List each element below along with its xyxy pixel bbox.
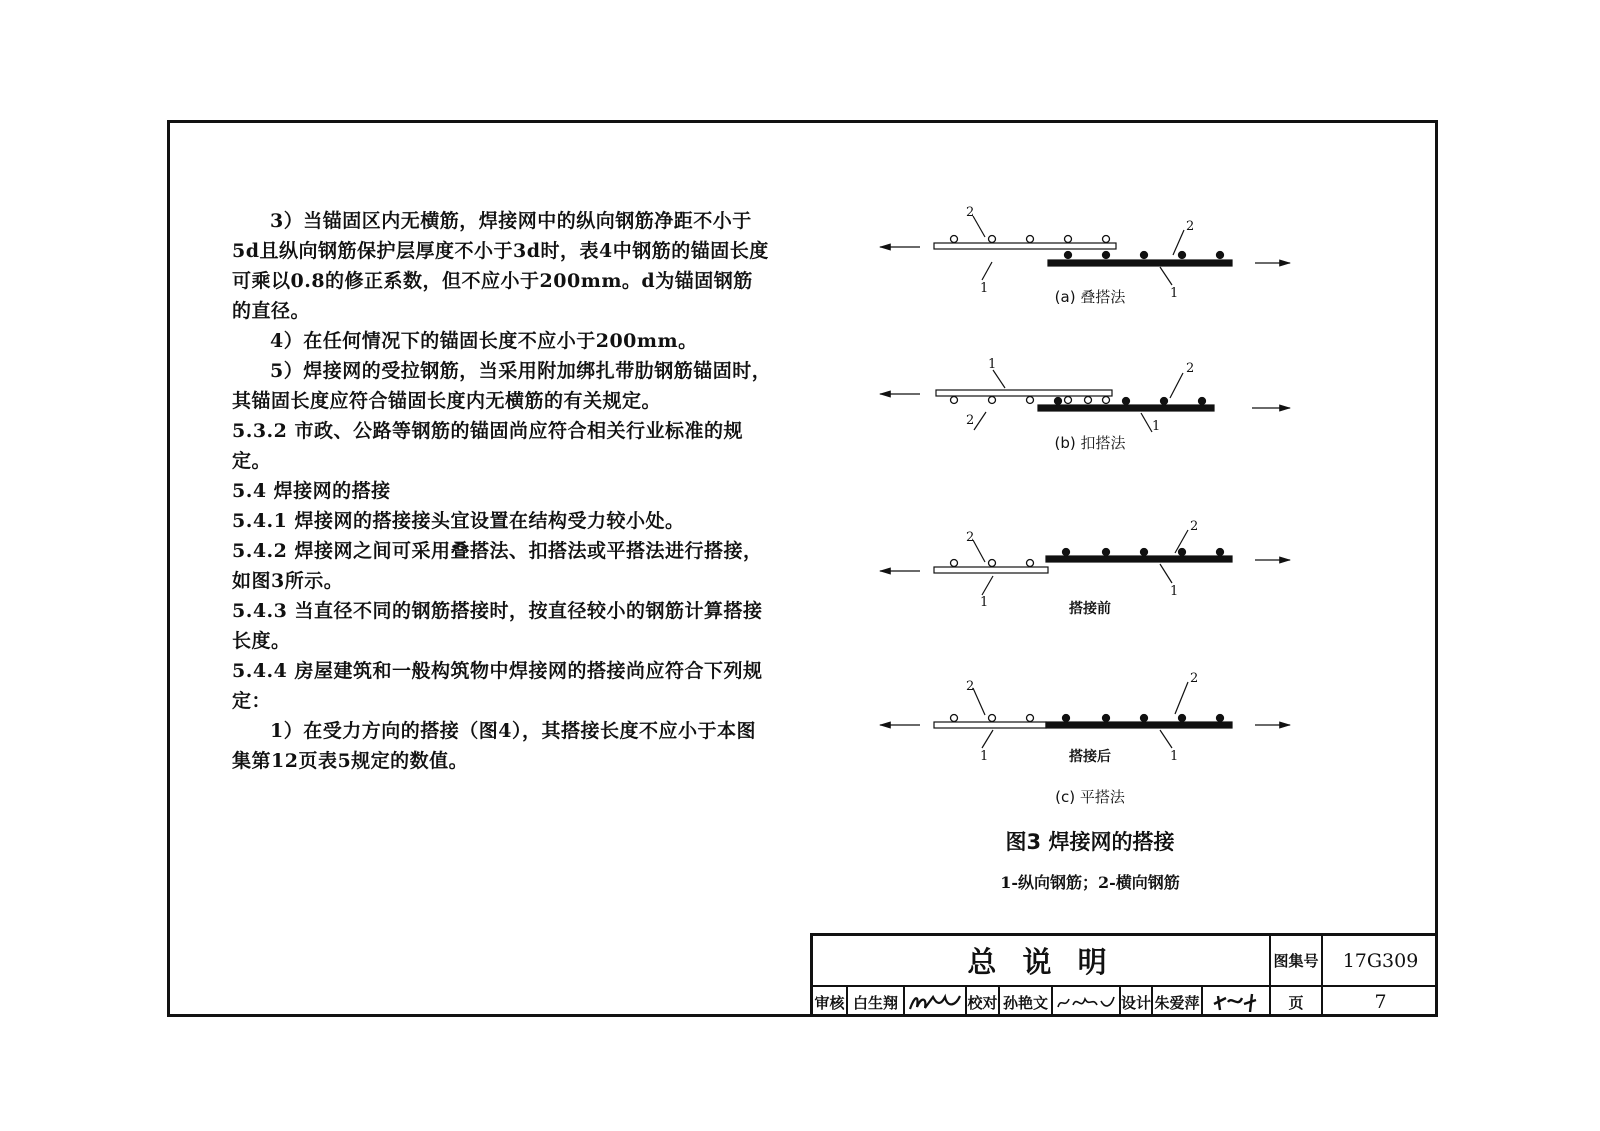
caption-b: (b) 扣搭法 xyxy=(1054,434,1126,452)
label-1: 1 xyxy=(1170,749,1179,764)
label-2: 2 xyxy=(1186,361,1195,376)
transverse-bar-mark xyxy=(1161,398,1168,405)
transverse-bar-mark xyxy=(1063,549,1070,556)
transverse-bar-mark xyxy=(1123,398,1130,405)
page-number: 7 xyxy=(1374,991,1387,1013)
caption-c: (c) 平搭法 xyxy=(1055,788,1125,806)
label-1: 1 xyxy=(980,281,989,296)
label-2: 2 xyxy=(966,413,975,428)
body-text xyxy=(232,206,772,776)
label-after: 搭接后 xyxy=(1069,749,1111,765)
label-1: 1 xyxy=(1152,419,1161,434)
transverse-bar-mark xyxy=(951,397,958,404)
transverse-bar-mark xyxy=(1141,715,1148,722)
transverse-bar-mark xyxy=(1065,236,1072,243)
label-2: 2 xyxy=(966,679,975,694)
label-1: 1 xyxy=(980,749,989,764)
check-label: 校对 xyxy=(967,993,998,1012)
checker-signature xyxy=(1053,987,1119,1017)
transverse-bar-mark xyxy=(989,715,996,722)
transverse-bar-mark xyxy=(989,560,996,567)
transverse-bar-mark xyxy=(1217,715,1224,722)
transverse-bar-mark xyxy=(1217,549,1224,556)
transverse-bar-mark xyxy=(1217,252,1224,259)
transverse-bar-mark xyxy=(1027,397,1034,404)
label-1: 1 xyxy=(1170,584,1179,599)
label-1: 1 xyxy=(1170,286,1179,301)
figure-3 xyxy=(870,200,1310,900)
review-label: 审核 xyxy=(814,993,845,1012)
label-2: 2 xyxy=(966,205,975,220)
reviewer-signature xyxy=(905,987,965,1017)
transverse-bar-mark xyxy=(989,397,996,404)
body-paragraph: 4）在任何情况下的锚固长度不应小于200mm。 xyxy=(270,330,698,352)
caption-a: (a) 叠搭法 xyxy=(1054,288,1126,306)
transverse-bar-mark xyxy=(951,560,958,567)
body-paragraph: 5）焊接网的受拉钢筋，当采用附加绑扎带肋钢筋锚固时，其锚固长度应符合锚固长度内无横筋的有关规定。 xyxy=(232,360,772,412)
transverse-bar-mark xyxy=(1065,397,1072,404)
designer-signature xyxy=(1203,987,1269,1017)
label-2: 2 xyxy=(1190,671,1199,686)
transverse-bar-mark xyxy=(1103,549,1110,556)
transverse-bar-mark xyxy=(951,715,958,722)
transverse-bar-mark xyxy=(1085,397,1092,404)
transverse-bar-mark xyxy=(1063,715,1070,722)
transverse-bar-mark xyxy=(1141,549,1148,556)
design-label: 设计 xyxy=(1121,993,1152,1012)
transverse-bar-mark xyxy=(1103,252,1110,259)
label-2: 2 xyxy=(966,530,975,545)
label-before: 搭接前 xyxy=(1069,601,1111,617)
body-paragraph: 5.4.2 焊接网之间可采用叠搭法、扣搭法或平搭法进行搭接，如图3所示。 xyxy=(232,540,763,592)
body-paragraph: 5.4 焊接网的搭接 xyxy=(232,480,391,502)
drawing-title: 总 说 明 xyxy=(967,945,1115,979)
label-2: 2 xyxy=(1190,519,1199,534)
label-1: 1 xyxy=(980,595,989,610)
body-paragraph: 1）在受力方向的搭接（图4），其搭接长度不应小于本图集第12页表5规定的数值。 xyxy=(232,720,756,772)
label-1: 1 xyxy=(988,357,997,372)
label-2: 2 xyxy=(1186,219,1195,234)
transverse-bar-mark xyxy=(1103,715,1110,722)
atlas-number: 17G309 xyxy=(1342,949,1419,972)
page-label: 页 xyxy=(1288,993,1304,1012)
body-paragraph: 5.4.3 当直径不同的钢筋搭接时，按直径较小的钢筋计算搭接长度。 xyxy=(232,600,763,652)
figure-title: 图3 焊接网的搭接 xyxy=(1005,830,1175,854)
transverse-bar-mark xyxy=(989,236,996,243)
transverse-bar-mark xyxy=(951,236,958,243)
transverse-bar-mark xyxy=(1065,252,1072,259)
body-paragraph: 5.4.4 房屋建筑和一般构筑物中焊接网的搭接尚应符合下列规定： xyxy=(232,660,763,712)
transverse-bar-mark xyxy=(1027,715,1034,722)
transverse-bar-mark xyxy=(1199,398,1206,405)
transverse-bar-mark xyxy=(1103,397,1110,404)
body-paragraph: 5.3.2 市政、公路等钢筋的锚固尚应符合相关行业标准的规定。 xyxy=(232,420,744,472)
transverse-bar-mark xyxy=(1141,252,1148,259)
reviewer-name: 白生翔 xyxy=(852,993,898,1012)
atlas-label: 图集号 xyxy=(1273,952,1319,970)
body-paragraph: 3）当锚固区内无横筋，焊接网中的纵向钢筋净距不小于5d且纵向钢筋保护层厚度不小于3d时，表4中钢筋的锚固长度可乘以0.8的修正系数，但不应小于200mm。d为锚固钢筋的直径。 xyxy=(232,210,769,322)
transverse-bar-mark xyxy=(1027,560,1034,567)
transverse-bar-mark xyxy=(1027,236,1034,243)
body-paragraph: 5.4.1 焊接网的搭接接头宜设置在结构受力较小处。 xyxy=(232,510,685,532)
transverse-bar-mark xyxy=(1179,715,1186,722)
transverse-bar-mark xyxy=(1179,252,1186,259)
figure-legend: 1-纵向钢筋；2-横向钢筋 xyxy=(1000,873,1180,892)
title-block xyxy=(810,933,1438,1017)
designer-name: 朱爱萍 xyxy=(1154,993,1200,1012)
transverse-bar-mark xyxy=(1179,549,1186,556)
checker-name: 孙艳文 xyxy=(1002,993,1048,1012)
transverse-bar-mark xyxy=(1055,398,1062,405)
transverse-bar-mark xyxy=(1103,236,1110,243)
